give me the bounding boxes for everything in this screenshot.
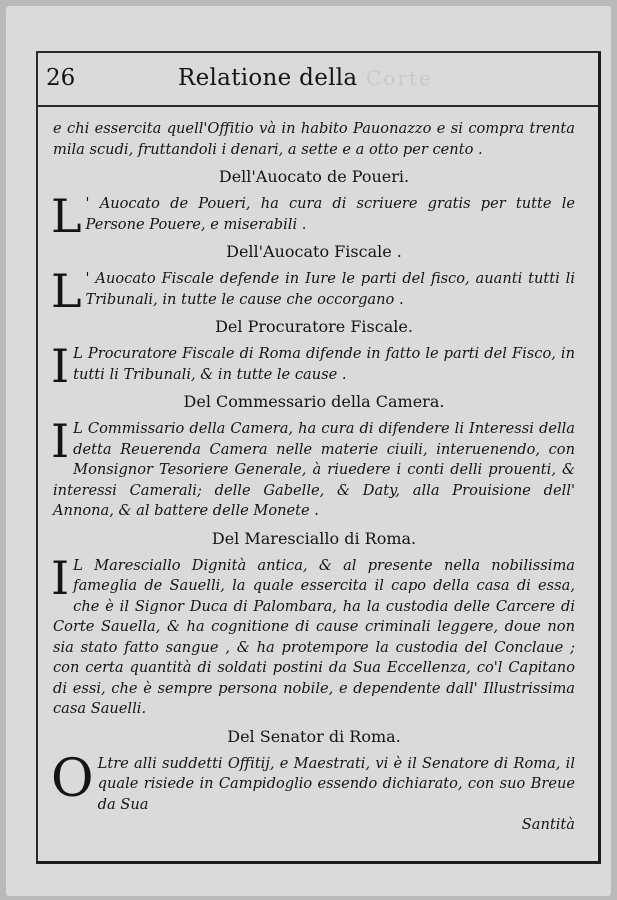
drop-cap: I [51,414,70,468]
drop-cap: L [51,189,82,243]
running-title: Relatione della [178,65,358,91]
section-paragraph [51,189,575,243]
section-heading: Del Commessario della Camera. [183,392,445,411]
show-through-text: Corte [366,66,433,90]
section-heading: Del Procuratore Fiscale. [215,317,413,336]
section-text: Ltre alli suddetti Offitij, e Maestrati, vi è il Senatore di Roma, il quale risiede in Campidoglio essendo dichiarato, con suo Breue da Sua [97,754,575,813]
section-heading: Dell'Auocato Fiscale . [226,242,402,261]
section-text: L Procuratore Fiscale di Roma difende in fatto le parti del Fisco, in tutti li Tribunali, & in tutte le cause . [73,345,575,383]
section-paragraph [51,339,575,393]
section-paragraph [51,264,575,318]
page-body [53,119,575,836]
page-sheet [6,6,611,896]
running-header [38,53,598,107]
section-text: ' Auocato Fiscale defende in Iure le parti del fisco, auanti tutti li Tribunali, in tutte le cause che occorgano . [85,270,575,308]
page-number: 26 [46,65,76,91]
page-frame [36,51,601,864]
catchword: Santità [521,816,575,833]
section-heading: Del Maresciallo di Roma. [211,528,417,548]
section-heading: Del Senator di Roma. [227,726,401,746]
section-text: ' Auocato de Poueri, ha cura di scriuere gratis per tutte le Persone Pouere, e miserabili . [85,195,575,233]
drop-cap: L [51,264,82,318]
drop-cap: I [51,339,70,393]
section-paragraph [51,550,575,720]
section-text: L Maresciallo Dignità antica, & al presente nella nobilissima fameglia de Sauelli, la quale essercita il capo della casa di essa, che è il Signor Duca di Palombara, ha la custodia delle Carcere di Corte Sauella, & ha cognitione di cause criminali leggere, doue non sia stato fatto sangue , & ha protempore la custodia del Conclaue ; con certa quantità di soldati postini da Sua Eccellenza, co'l Capitano di essi, che è sempre persona nobile, e dependente dall' Illustrissima casa Sauelli. [53,556,575,717]
drop-cap: I [51,550,70,605]
section-paragraph [51,748,575,816]
section-text: L Commissario della Camera, ha cura di difendere li Interessi della detta Reuerenda Camera nelle materie ciuili, interuenendo, con Monsignor Tesoriere Generale, à riuedere i conti delli prouenti, & interessi Camerali; delle Gabelle, & Daty, alla Prouisione dell' Annona, & al battere delle Monete . [53,420,575,519]
section-paragraph [51,414,575,522]
intro-paragraph: e chi essercita quell'Offitio và in habito Pauonazzo e si compra trenta mila scudi, fruttandoli i denari, a sette e a otto per cento . [53,120,575,158]
drop-cap: O [51,748,94,809]
section-heading: Dell'Auocato de Poueri. [218,167,410,186]
